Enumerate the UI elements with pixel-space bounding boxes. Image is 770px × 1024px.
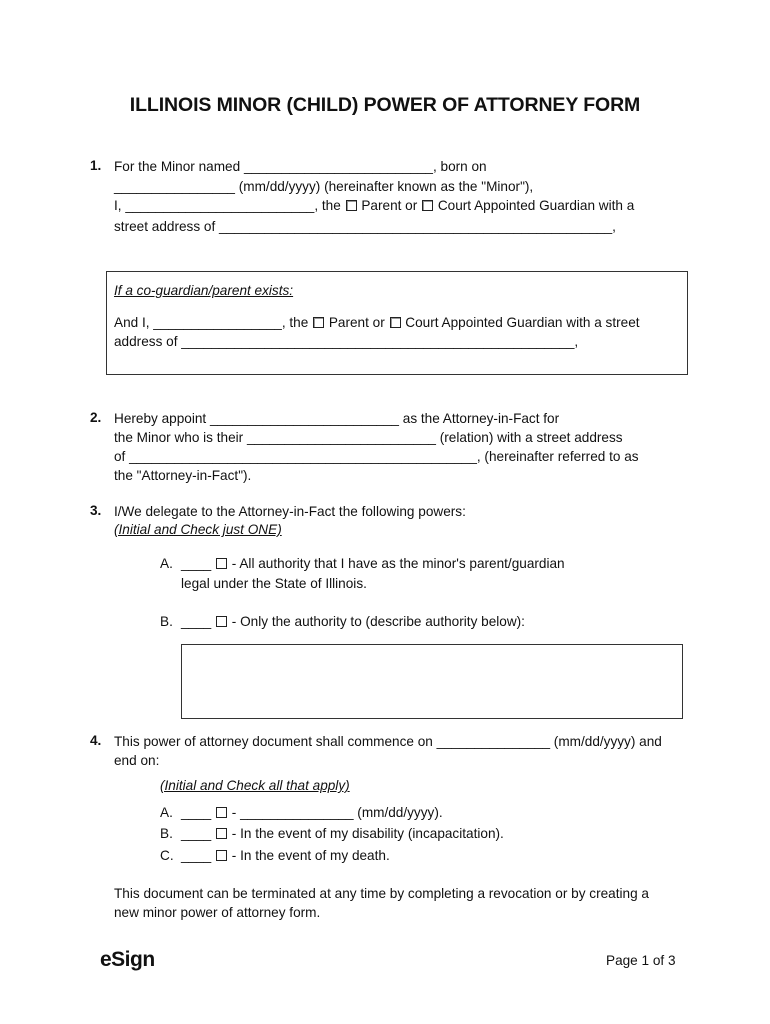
term-c-checkbox[interactable]	[216, 850, 227, 861]
term-c-initial-blank[interactable]: ____	[181, 848, 212, 863]
co-guardian-heading: If a co-guardian/parent exists:	[114, 283, 294, 298]
section-1-line-4: street address of ____________________________________________________,	[114, 219, 616, 234]
closing-line-2: new minor power of attorney form.	[114, 905, 321, 920]
page-number: Page 1 of 3	[606, 953, 676, 968]
co-court-guardian-label: Court Appointed Guardian with a street	[401, 315, 640, 330]
term-b-initial-blank[interactable]: ____	[181, 826, 212, 841]
option-a-text: - All authority that I have as the minor's parent/guardian	[228, 556, 565, 571]
co-parent-label: Parent or	[325, 315, 389, 330]
section-2-line-1: Hereby appoint _________________________ as the Attorney-in-Fact for	[114, 411, 560, 426]
section-4-line-1: This power of attorney document shall commence on _______________ (mm/dd/yyyy) and	[114, 734, 662, 749]
option-b-initial-blank[interactable]: ____	[181, 614, 212, 629]
section-2-line-4: the "Attorney-in-Fact").	[114, 468, 252, 483]
authority-description-box[interactable]	[181, 644, 683, 719]
closing-line-1: This document can be terminated at any time by completing a revocation or by creating a	[114, 886, 649, 901]
option-a-text-2: legal under the State of Illinois.	[181, 576, 367, 591]
term-b-label: B.	[160, 826, 173, 841]
option-a-checkbox[interactable]	[216, 558, 227, 569]
section-3-line-1: I/We delegate to the Attorney-in-Fact the following powers:	[114, 504, 466, 519]
section-4-number: 4.	[90, 733, 102, 748]
section-2-number: 2.	[90, 410, 102, 425]
term-c-label: C.	[160, 848, 174, 863]
term-b-checkbox[interactable]	[216, 828, 227, 839]
option-a-row	[181, 554, 565, 574]
term-c-text: - In the event of my death.	[228, 848, 390, 863]
section-4-line-2: end on:	[114, 753, 160, 768]
parent-checkbox[interactable]	[346, 200, 357, 211]
term-b-text: - In the event of my disability (incapacitation).	[228, 826, 504, 841]
section-2-line-2: the Minor who is their _________________________ (relation) with a street address	[114, 430, 623, 445]
document-title: ILLINOIS MINOR (CHILD) POWER OF ATTORNEY FORM	[129, 94, 641, 116]
section-2-line-3: of ______________________________________________, (hereinafter referred to as	[114, 449, 639, 464]
option-b-checkbox[interactable]	[216, 616, 227, 627]
section-1-line-2: ________________ (mm/dd/yyyy) (hereinafter known as the "Minor"),	[114, 179, 534, 194]
section-3-number: 3.	[90, 503, 102, 518]
parent-label: Parent or	[357, 198, 422, 213]
section-1-number: 1.	[90, 158, 102, 173]
court-guardian-checkbox[interactable]	[422, 200, 433, 211]
guardian-name-text: I, _________________________, the	[114, 198, 345, 213]
term-a-text: - _______________ (mm/dd/yyyy).	[228, 805, 443, 820]
term-a-initial-blank[interactable]: ____	[181, 805, 212, 820]
option-a-label: A.	[160, 556, 173, 571]
term-b-row	[181, 824, 504, 844]
option-a-initial-blank[interactable]: ____	[181, 556, 212, 571]
option-b-text: - Only the authority to (describe authority below):	[228, 614, 525, 629]
co-guardian-line-2: address of ____________________________________________________,	[114, 334, 579, 349]
co-court-guardian-checkbox[interactable]	[390, 317, 401, 328]
co-parent-checkbox[interactable]	[313, 317, 324, 328]
term-a-label: A.	[160, 805, 173, 820]
section-1-line-1: For the Minor named _________________________, born on	[114, 159, 487, 174]
co-guardian-line-1	[114, 313, 640, 333]
term-c-row	[181, 846, 390, 866]
term-a-row	[181, 803, 443, 823]
option-b-row	[181, 612, 525, 632]
term-a-checkbox[interactable]	[216, 807, 227, 818]
option-b-label: B.	[160, 614, 173, 629]
section-1-line-3	[114, 196, 634, 216]
esign-logo: eSign	[100, 948, 155, 971]
court-guardian-label: Court Appointed Guardian with a	[434, 198, 635, 213]
section-3-note: (Initial and Check just ONE)	[114, 522, 282, 537]
section-4-note: (Initial and Check all that apply)	[160, 778, 350, 793]
co-guardian-name-text: And I, _________________, the	[114, 315, 313, 330]
